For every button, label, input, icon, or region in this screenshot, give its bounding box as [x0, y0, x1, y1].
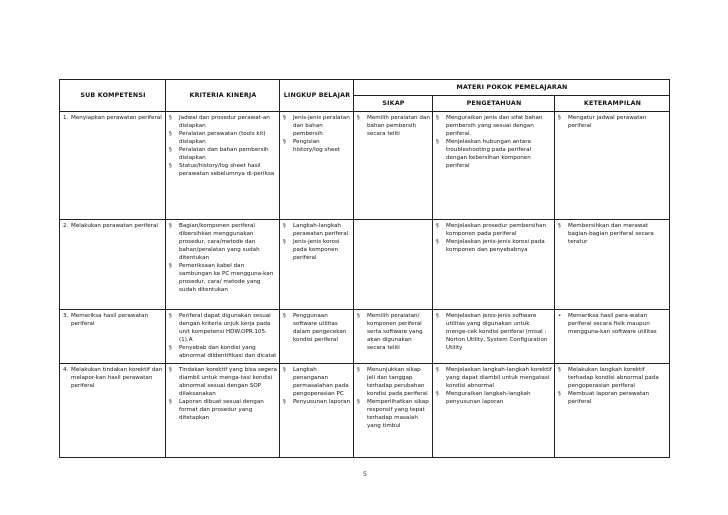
- bullet-icon: §: [169, 345, 172, 351]
- bullet-icon: §: [283, 399, 286, 405]
- table-row: [60, 220, 670, 310]
- kriteria-text: Bagian/komponen periferal dibersihkan menggunakan prosedur, cara/metode dan bahan/peralatan yang sudah ditentukan: [179, 223, 260, 261]
- bullet-icon: §: [357, 313, 360, 319]
- list-item: [169, 130, 277, 146]
- table-row: [60, 364, 670, 458]
- bullet-dot-icon: •: [558, 313, 562, 319]
- header-kriteria-kinerja: KRITERIA KINERJA: [166, 80, 280, 112]
- bullet-icon: §: [283, 115, 286, 121]
- lingkup-text: Penyusunan laporan: [293, 399, 350, 405]
- bullet-icon: §: [558, 115, 561, 121]
- bullet-icon: §: [283, 367, 286, 373]
- list-item: [169, 366, 277, 398]
- list-item: [169, 344, 277, 360]
- sub-kompetensi-text: Menyiapkan perawatan periferal: [71, 115, 162, 121]
- header-pengetahuan: PENGETAHUAN: [433, 96, 555, 112]
- pengetahuan-cell: [433, 112, 555, 220]
- bullet-icon: §: [169, 147, 172, 153]
- bullet-icon: §: [283, 313, 286, 319]
- keterampilan-cell: [555, 364, 670, 458]
- kriteria-text: Jadwal dan prosedur perawat-an disiapkan: [179, 115, 270, 129]
- list-item: [169, 312, 277, 344]
- kriteria-cell: [166, 112, 280, 220]
- bullet-icon: §: [169, 399, 172, 405]
- bullet-icon: §: [436, 223, 439, 229]
- kriteria-text: Penyebab dan kondisi yang abnormal diidentifikasi dan dicatat: [179, 345, 277, 359]
- pengetahuan-text: Menjelaskan jenis-jenis software utilitas yang digunakan untuk menge-cek kondisi periferal (misal : Norton Utility, System Configuration Utility: [446, 313, 548, 351]
- list-item: [558, 366, 667, 390]
- kriteria-text: Peralatan dan bahan pembersih disiapkan: [179, 147, 269, 161]
- sub-kompetensi-cell: [60, 220, 166, 310]
- kriteria-cell: [166, 220, 280, 310]
- pengetahuan-text: Menjelaskan prosedur pembersihan komponen pada periferal: [446, 223, 546, 237]
- list-item: [558, 222, 667, 246]
- bullet-icon: §: [357, 399, 360, 405]
- bullet-icon: §: [283, 223, 286, 229]
- lingkup-cell: [280, 220, 354, 310]
- keterampilan-text: Mengatur jadwal perawatan periferal: [568, 115, 647, 129]
- list-item: [357, 398, 430, 430]
- lingkup-cell: [280, 310, 354, 364]
- sikap-cell: [354, 310, 433, 364]
- row-number: 1.: [63, 115, 69, 121]
- keterampilan-text: Membuat laporan perawatan periferal: [568, 391, 650, 405]
- bullet-icon: §: [436, 313, 439, 319]
- list-item: [169, 398, 277, 422]
- list-item: [283, 138, 351, 154]
- pengetahuan-text: Menguraikan jenis dan sifat bahan pembersih yang sesuai dengan periferal.: [446, 115, 543, 137]
- bullet-icon: §: [169, 163, 172, 169]
- header-lingkup-belajar: LINGKUP BELAJAR: [280, 80, 354, 112]
- row-number: 4.: [63, 367, 69, 373]
- list-item: [436, 238, 552, 254]
- kriteria-text: Tindakan korektif yang bisa segera diambil untuk menga-tasi kondisi abnormal sesuai dengan SOP dilaksanakan: [179, 367, 277, 397]
- header-sikap: SIKAP: [354, 96, 433, 112]
- sub-kompetensi-text: Melakukan tindakan korektif dan melapor-kan hasil perawatan periferal: [71, 367, 163, 389]
- keterampilan-cell: [555, 310, 670, 364]
- bullet-icon: §: [436, 391, 439, 397]
- bullet-icon: §: [169, 131, 172, 137]
- pengetahuan-text: Menguraikan langkah-langkah penyusunan laporan: [446, 391, 531, 405]
- bullet-icon: §: [558, 391, 561, 397]
- row-number: 3.: [63, 313, 69, 319]
- bullet-icon: §: [436, 239, 439, 245]
- bullet-icon: §: [169, 223, 172, 229]
- bullet-icon: §: [357, 115, 360, 121]
- bullet-icon: §: [169, 367, 172, 373]
- list-item: [283, 366, 351, 398]
- bullet-icon: §: [169, 263, 172, 269]
- pengetahuan-text: Menjelaskan jenis-jenis korosi pada komponen dan penyebabnya: [446, 239, 545, 253]
- list-item: [436, 312, 552, 352]
- row-number: 2.: [63, 223, 69, 229]
- list-item: [357, 312, 430, 352]
- sikap-cell: [354, 112, 433, 220]
- list-item: [357, 114, 430, 138]
- bullet-icon: §: [558, 367, 561, 373]
- list-item: [558, 114, 667, 130]
- sikap-text: Memilih peralatan/ komponen periferal serta software yang akan digunakan secara teliti: [367, 313, 423, 351]
- lingkup-cell: [280, 364, 354, 458]
- pengetahuan-text: Menjelaskan langkah-langkah korektif yang dapat diambil untuk mengatasi kondisi abnormal: [446, 367, 552, 389]
- list-item: [283, 312, 351, 344]
- list-item: [283, 238, 351, 262]
- bullet-icon: §: [436, 115, 439, 121]
- list-item: [169, 262, 277, 294]
- pengetahuan-cell: [433, 310, 555, 364]
- bullet-icon: §: [169, 115, 172, 121]
- list-item: [436, 114, 552, 138]
- header-sub-kompetensi: SUB KOMPETENSI: [60, 80, 166, 112]
- list-item: [169, 114, 277, 130]
- header-row-top: [60, 80, 670, 96]
- lingkup-text: Penggunaan software utilitas dalam pengecekan kondisi periferal: [293, 313, 347, 343]
- keterampilan-text: Melakukan langkah korektif terhadap kondisi abnormal pada pengoperasian periferal: [568, 367, 659, 389]
- list-item: [558, 312, 667, 336]
- bullet-icon: §: [436, 139, 439, 145]
- bullet-icon: §: [436, 367, 439, 373]
- keterampilan-cell: [555, 112, 670, 220]
- pengetahuan-cell: [433, 364, 555, 458]
- bullet-icon: §: [169, 313, 172, 319]
- header-materi-pokok: MATERI POKOK PEMELAJARAN: [354, 80, 670, 96]
- pengetahuan-cell: [433, 220, 555, 310]
- lingkup-text: Langkah penanganan permasalahan pada pengoperasian PC: [293, 367, 349, 397]
- table-row: [60, 112, 670, 220]
- lingkup-text: Jenis-jenis peralatan dan bahan pembersih: [293, 115, 350, 137]
- page-number: 5: [363, 471, 367, 478]
- list-item: [283, 114, 351, 138]
- sikap-text: Menunjukkan sikap jeli dan tanggap terhadap perubahan kondisi pada periferal: [367, 367, 428, 397]
- lingkup-text: Langkah-langkah perawatan periferal: [293, 223, 349, 237]
- kriteria-text: Laporan dibuat sesuai dengan format dan prosedur yang ditetapkan: [179, 399, 264, 421]
- list-item: [283, 222, 351, 238]
- sub-kompetensi-cell: [60, 310, 166, 364]
- sub-kompetensi-text: Memeriksa hasil perawatan periferal: [71, 313, 149, 327]
- bullet-icon: §: [283, 239, 286, 245]
- list-item: [436, 390, 552, 406]
- kriteria-text: Periferal dapat digunakan sesuai dengan kriteria unjuk kerja pada unit kompetensi HDW.OPR.105.(1).A: [179, 313, 271, 343]
- keterampilan-text: Memeriksa hasil pera-watan periferal secara fisik maupun mengguna-kan software utilitas: [568, 313, 657, 335]
- keterampilan-cell: [555, 220, 670, 310]
- list-item: [169, 162, 277, 178]
- sikap-text: Memilih peralatan dan bahan pembersih secara teliti: [367, 115, 430, 137]
- kriteria-cell: [166, 364, 280, 458]
- kriteria-cell: [166, 310, 280, 364]
- sub-kompetensi-cell: [60, 364, 166, 458]
- lingkup-text: Pengisian history/log sheet: [293, 139, 340, 153]
- list-item: [436, 138, 552, 170]
- list-item: [169, 146, 277, 162]
- list-item: [436, 366, 552, 390]
- bullet-icon: §: [357, 367, 360, 373]
- table-row: [60, 310, 670, 364]
- keterampilan-text: Membersihkan dan merawat bagian-bagian periferal secara teratur: [568, 223, 654, 245]
- kriteria-text: Pemeriksaan kabel dan sambungan ke PC mengguna-kan prosedur, cara/ metode yang sudah ditentukan: [179, 263, 274, 293]
- sikap-cell: [354, 220, 433, 310]
- header-keterampilan: KETERAMPILAN: [555, 96, 670, 112]
- sikap-cell: [354, 364, 433, 458]
- list-item: [436, 222, 552, 238]
- bullet-icon: §: [558, 223, 561, 229]
- bullet-icon: §: [283, 139, 286, 145]
- list-item: [357, 366, 430, 398]
- sub-kompetensi-text: Melakukan perawatan periferal: [71, 223, 158, 229]
- lingkup-text: Jenis-jenis korosi pada komponen periferal: [293, 239, 340, 261]
- list-item: [283, 398, 351, 406]
- sikap-text: Memperlihatkan sikap responsif yang tepat terhadap masalah yang timbul: [367, 399, 429, 429]
- kriteria-text: Status/history/log sheet hasil perawatan sebelumnya di-periksa: [179, 163, 275, 177]
- pengetahuan-text: Menjelaskan hubungan antara troubleshooting pada periferal dengan kebersihan komponen periferal: [446, 139, 532, 169]
- list-item: [169, 222, 277, 262]
- sub-kompetensi-cell: [60, 112, 166, 220]
- kriteria-text: Peralatan perawatan (tools kit) disiapkan: [179, 131, 266, 145]
- lingkup-cell: [280, 112, 354, 220]
- syllabus-table: [59, 79, 670, 458]
- list-item: [558, 390, 667, 406]
